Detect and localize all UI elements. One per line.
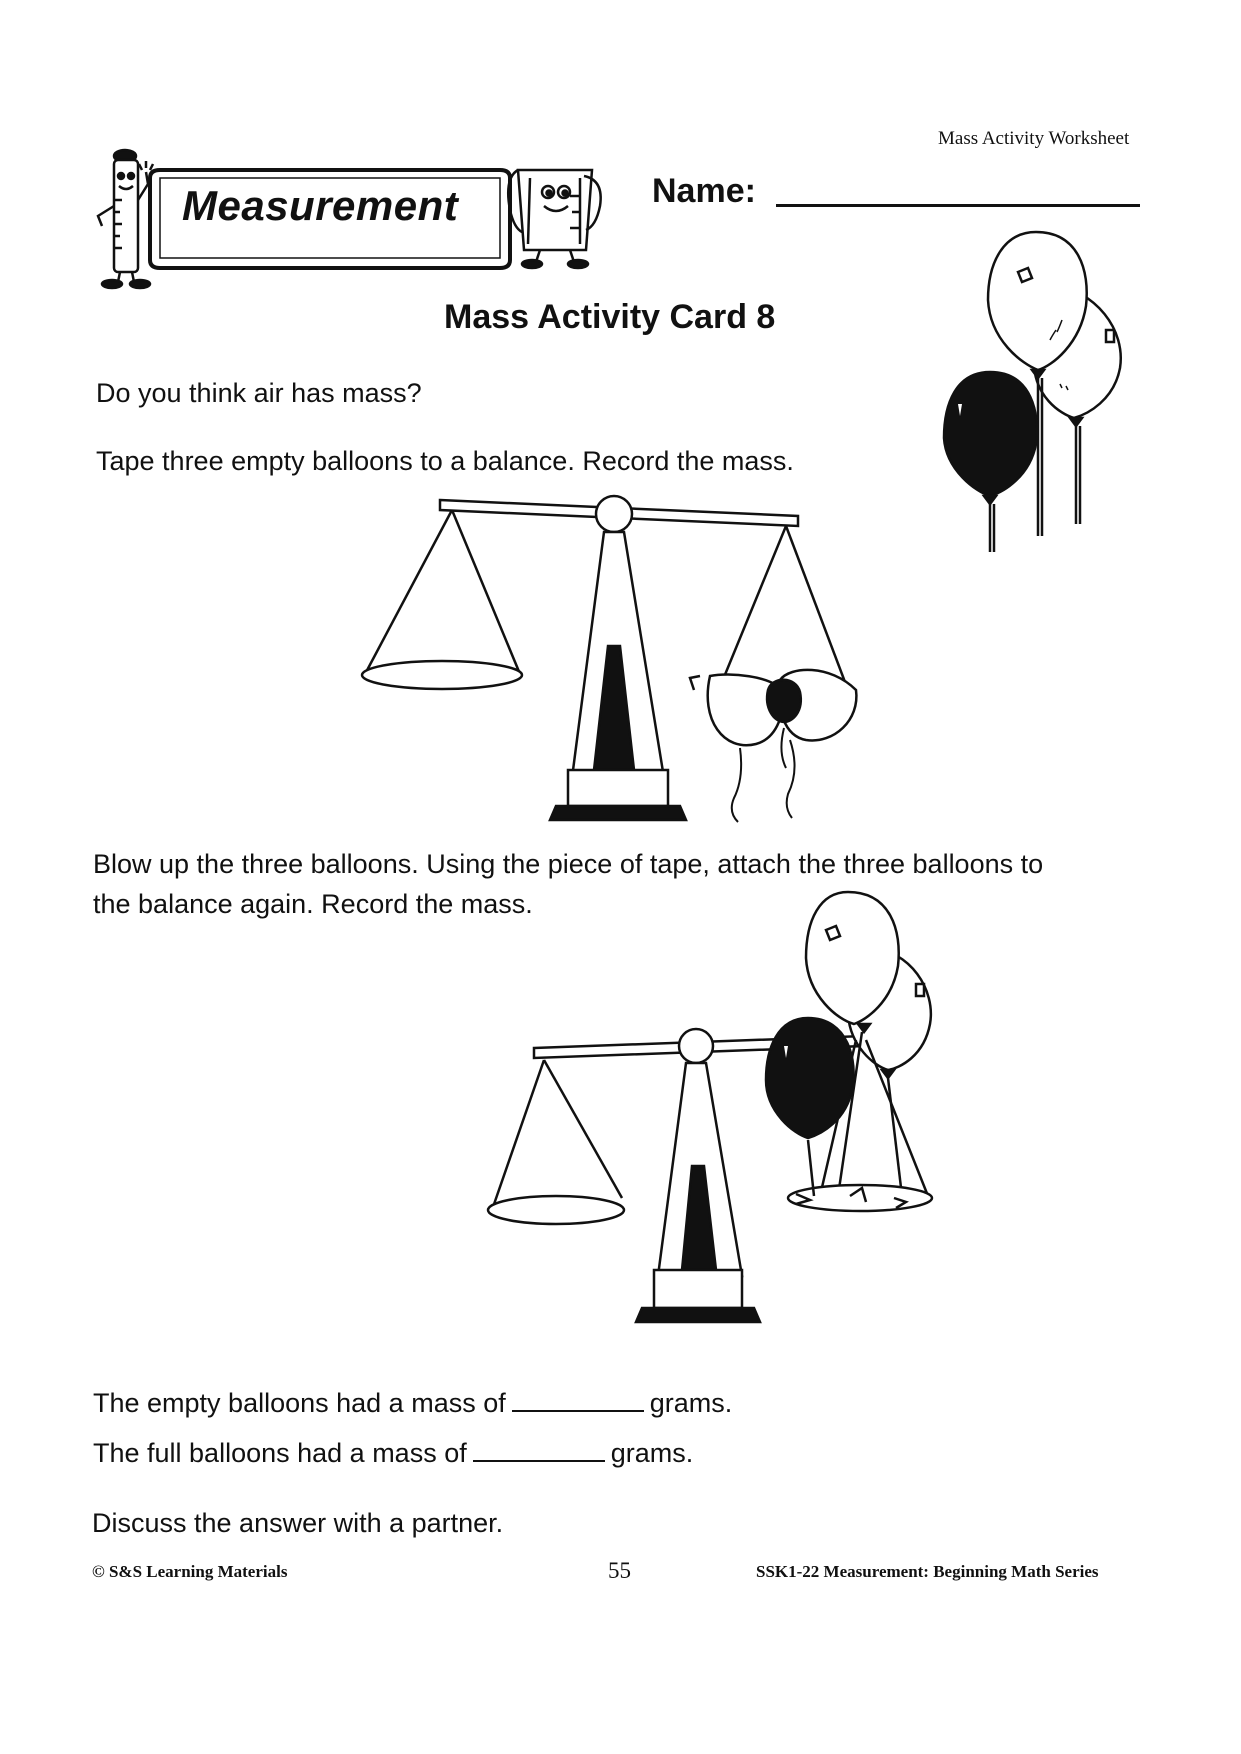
result-empty [93, 1384, 732, 1419]
balance-scale-icon [362, 496, 856, 822]
result-empty-label: The empty balloons had a mass of [93, 1388, 506, 1418]
balloon-icon [944, 232, 1121, 552]
result-full [93, 1434, 693, 1469]
footer-copyright: © S&S Learning Materials [92, 1562, 288, 1581]
banner-title: Measurement [182, 182, 459, 229]
footer-series: SSK1-22 Measurement: Beginning Math Series [756, 1562, 1099, 1581]
instruction-step-2: Blow up the three balloons. Using the piece of tape, attach the three balloons to the balance again. Record the mass. [93, 849, 1044, 919]
ruler-mascot-icon [98, 150, 153, 288]
page-number: 55 [608, 1558, 631, 1583]
balance-scale-icon [488, 892, 932, 1322]
question-text: Do you think air has mass? [96, 378, 422, 408]
worksheet-label: Mass Activity Worksheet [938, 128, 1130, 149]
name-label: Name: [652, 172, 756, 210]
card-title: Mass Activity Card 8 [444, 298, 776, 336]
result-empty-unit: grams. [649, 1388, 733, 1418]
full-mass-blank[interactable] [473, 1434, 605, 1462]
empty-mass-blank[interactable] [512, 1384, 644, 1412]
instruction-step-1: Tape three empty balloons to a balance. Record the mass. [96, 446, 794, 476]
discuss-text: Discuss the answer with a partner. [92, 1508, 504, 1538]
result-full-unit: grams. [610, 1438, 694, 1468]
result-full-label: The full balloons had a mass of [93, 1438, 467, 1468]
name-field[interactable] [776, 204, 1140, 207]
measuring-cup-mascot-icon [508, 170, 600, 268]
